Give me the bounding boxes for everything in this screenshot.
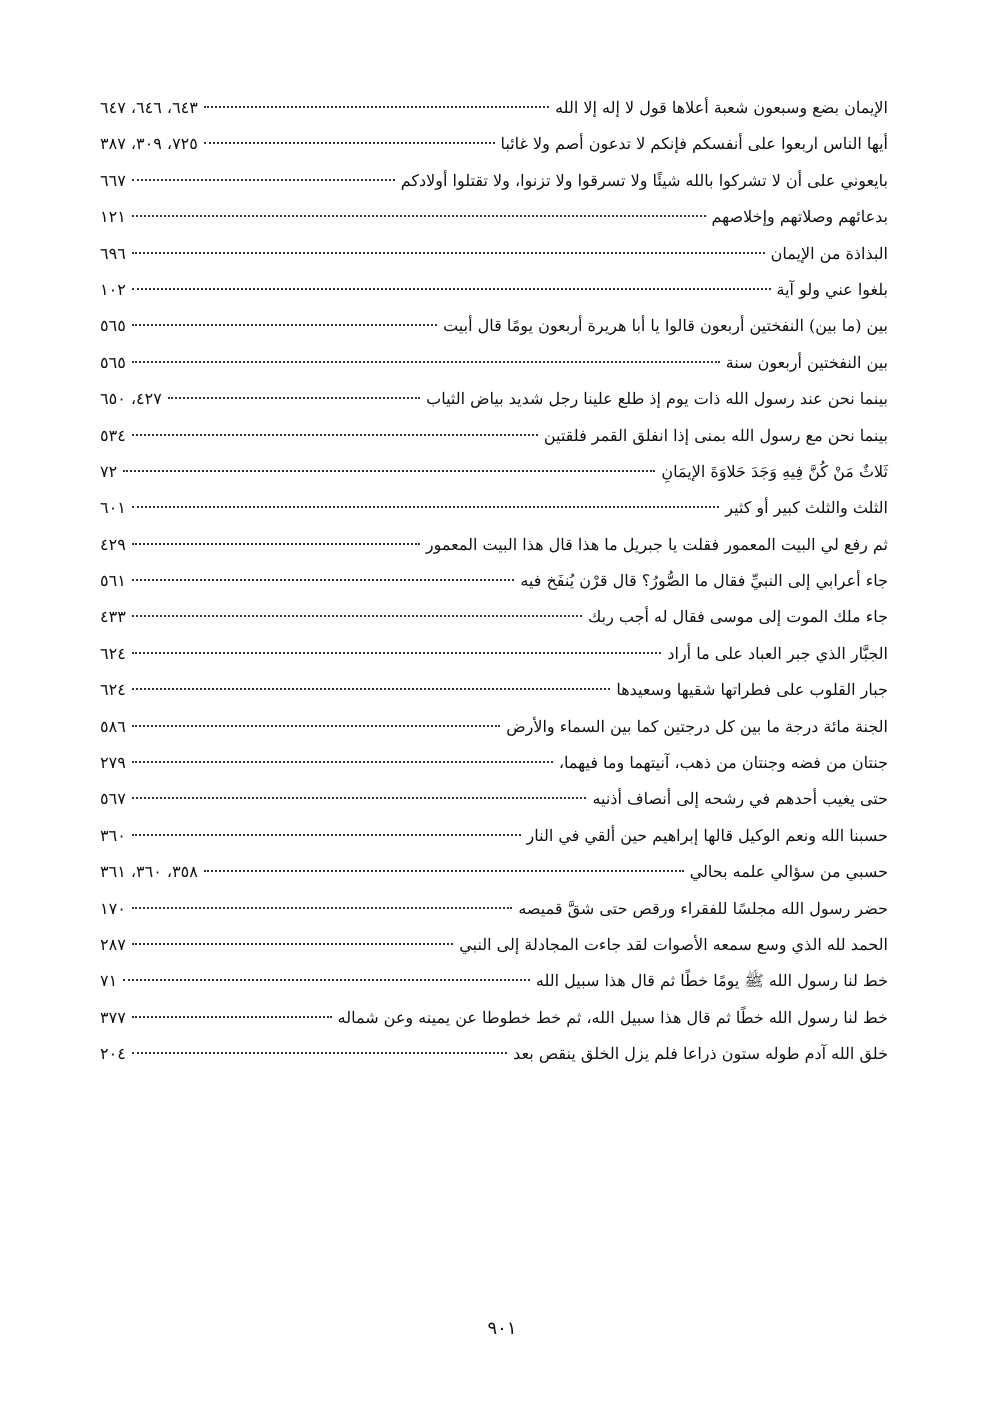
entry-page-refs: ٤٢٧، ٦٥٠ — [100, 389, 162, 409]
entry-page-refs: ٣٦٠ — [100, 825, 126, 845]
dot-leader — [132, 252, 765, 254]
entry-page-refs: ١٢١ — [100, 207, 126, 227]
index-entry — [100, 490, 888, 526]
entry-page-refs: ٥٣٤ — [100, 425, 126, 445]
index-entry — [100, 126, 888, 162]
dot-leader — [132, 907, 513, 909]
entry-text: حتى يغيب أحدهم في رشحه إلى أنصاف أذنيه — [592, 789, 888, 809]
entry-page-refs: ١٧٠ — [100, 898, 126, 918]
entry-text: بلغوا عني ولو آية — [776, 279, 888, 299]
page-number: ٩٠١ — [487, 1318, 517, 1339]
dot-leader — [132, 1016, 332, 1018]
dot-leader — [132, 1052, 507, 1054]
dot-leader — [123, 979, 530, 981]
entry-text: خط لنا رسول الله خطًا ثم قال هذا سبيل الله، ثم خط خطوطا عن يمينه وعن شماله — [337, 1007, 888, 1027]
dot-leader — [132, 797, 587, 799]
index-entry — [100, 454, 888, 490]
dot-leader — [132, 615, 582, 617]
entry-page-refs: ٧٢ — [100, 461, 118, 481]
entry-page-refs: ٢٨٧ — [100, 934, 126, 954]
index-entry — [100, 745, 888, 781]
dot-leader — [204, 142, 495, 144]
entry-page-refs: ٦٢٤ — [100, 643, 126, 663]
index-entry — [100, 818, 888, 854]
entry-page-refs: ٥٦٥ — [100, 316, 126, 336]
entry-text: ثَلاثٌ مَنْ كُنَّ فِيهِ وَجَدَ حَلاوَةَ الإيمَانِ — [661, 461, 888, 481]
index-entry — [100, 90, 888, 126]
index-entry — [100, 272, 888, 308]
dot-leader — [132, 725, 500, 727]
entry-text: بايعوني على أن لا تشركوا بالله شيئًا ولا تسرقوا ولا تزنوا، ولا تقتلوا أولادكم — [400, 170, 888, 190]
dot-leader — [132, 506, 719, 508]
entry-page-refs: ٦٤٣، ٦٤٦، ٦٤٧ — [100, 98, 198, 117]
entry-text: جاء أعرابي إلى النبيِّ فقال ما الصُّورُ؟ قال قرْن يُنفَخ فيه — [520, 571, 888, 591]
dot-leader — [132, 943, 454, 945]
entry-text: الحمد لله الذي وسع سمعه الأصوات لقد جاءت المجادلة إلى النبي — [459, 934, 888, 954]
index-entry — [100, 709, 888, 745]
index-entry — [100, 236, 888, 272]
index-entry — [100, 308, 888, 344]
dot-leader — [132, 324, 437, 326]
entry-text: جنتان من فضه وجنتان من ذهب، آنيتهما وما فيهما، — [558, 753, 888, 773]
dot-leader — [204, 870, 684, 872]
entry-text: البذاذة من الإيمان — [770, 243, 888, 263]
entry-page-refs: ٤٣٣ — [100, 607, 126, 627]
index-entry — [100, 381, 888, 417]
dot-leader — [132, 652, 662, 654]
index-entry — [100, 1036, 888, 1072]
index-entry — [100, 163, 888, 199]
entry-page-refs: ٣٧٧ — [100, 1007, 126, 1027]
entry-page-refs: ٤٢٩ — [100, 534, 126, 554]
dot-leader — [132, 215, 706, 217]
entry-page-refs: ٥٦٧ — [100, 789, 126, 809]
index-entry — [100, 854, 888, 890]
index-entry — [100, 345, 888, 381]
entry-text: الإيمان بضع وسبعون شعبة أعلاها قول لا إله إلا الله — [555, 98, 888, 117]
entry-text: أيها الناس اربعوا على أنفسكم فإنكم لا تدعون أصم ولا غائبا — [500, 134, 888, 154]
entry-page-refs: ٥٦١ — [100, 571, 126, 591]
index-entry — [100, 963, 888, 999]
entry-text: بين (ما بين) النفختين أربعون قالوا يا أبا هريرة أربعون يومًا قال أبيت — [443, 316, 888, 336]
entry-text: بين النفختين أربعون سنة — [725, 352, 888, 372]
index-entry — [100, 199, 888, 235]
dot-leader — [123, 470, 655, 472]
entry-page-refs: ٣٥٨، ٣٦٠، ٣٦١ — [100, 862, 198, 882]
entry-page-refs: ٦٦٧ — [100, 170, 126, 190]
dot-leader — [132, 361, 720, 363]
dot-leader — [132, 434, 538, 436]
entry-page-refs: ٥٦٥ — [100, 352, 126, 372]
dot-leader — [132, 761, 553, 763]
entry-page-refs: ٢٧٩ — [100, 753, 126, 773]
entry-text: الجنة مائة درجة ما بين كل درجتين كما بين السماء والأرض — [506, 716, 888, 736]
entry-text: خط لنا رسول الله ﷺ يومًا خطًا ثم قال هذا سبيل الله — [535, 971, 888, 991]
entry-text: حسبي من سؤالي علمه بحالي — [689, 862, 888, 882]
entry-page-refs: ٢٠٤ — [100, 1044, 126, 1064]
index-entry — [100, 781, 888, 817]
index-entry — [100, 599, 888, 635]
entry-text: الجبَّار الذي جبر العباد على ما أراد — [667, 643, 888, 663]
dot-leader — [168, 397, 420, 399]
index-entry — [100, 891, 888, 927]
entry-text: جاء ملك الموت إلى موسى فقال له أجب ربك — [588, 607, 888, 627]
entry-text: خلق الله آدم طوله ستون ذراعا فلم يزل الخلق ينقص بعد — [513, 1044, 888, 1064]
index-entry — [100, 636, 888, 672]
entry-page-refs: ٦٩٦ — [100, 243, 126, 263]
entry-text: حسبنا الله ونعم الوكيل قالها إبراهيم حين ألقي في النار — [526, 825, 888, 845]
entry-text: بينما نحن عند رسول الله ذات يوم إذ طلع علينا رجل شديد بياض الثياب — [426, 389, 888, 409]
index-entry — [100, 1000, 888, 1036]
dot-leader — [132, 543, 420, 545]
index-entry — [100, 527, 888, 563]
entry-text: ثم رفع لي البيت المعمور فقلت يا جبريل ما هذا قال هذا البيت المعمور — [425, 534, 888, 554]
dot-leader — [132, 579, 515, 581]
entry-page-refs: ١٠٢ — [100, 279, 126, 299]
index-entry — [100, 563, 888, 599]
entry-text: بدعائهم وصلاتهم وإخلاصهم — [711, 207, 888, 227]
dot-leader — [132, 179, 395, 181]
dot-leader — [132, 688, 611, 690]
hadith-index-list — [100, 90, 888, 1073]
entry-text: جبار القلوب على فطراتها شقيها وسعيدها — [616, 680, 888, 700]
entry-page-refs: ٧١ — [100, 971, 118, 991]
index-entry — [100, 418, 888, 454]
entry-page-refs: ٥٨٦ — [100, 716, 126, 736]
dot-leader — [132, 288, 771, 290]
dot-leader — [132, 834, 521, 836]
entry-text: الثلث والثلث كبير أو كثير — [725, 498, 888, 518]
index-entry — [100, 927, 888, 963]
dot-leader — [204, 106, 549, 108]
entry-page-refs: ٦٢٤ — [100, 680, 126, 700]
index-entry — [100, 672, 888, 708]
entry-page-refs: ٦٠١ — [100, 498, 126, 518]
entry-text: حضر رسول الله مجلسًا للفقراء ورقص حتى شقَّ قميصه — [518, 898, 888, 918]
entry-page-refs: ٧٢٥، ٣٠٩، ٣٨٧ — [100, 134, 198, 154]
entry-text: بينما نحن مع رسول الله بمنى إذا انفلق القمر فلقتين — [543, 425, 888, 445]
